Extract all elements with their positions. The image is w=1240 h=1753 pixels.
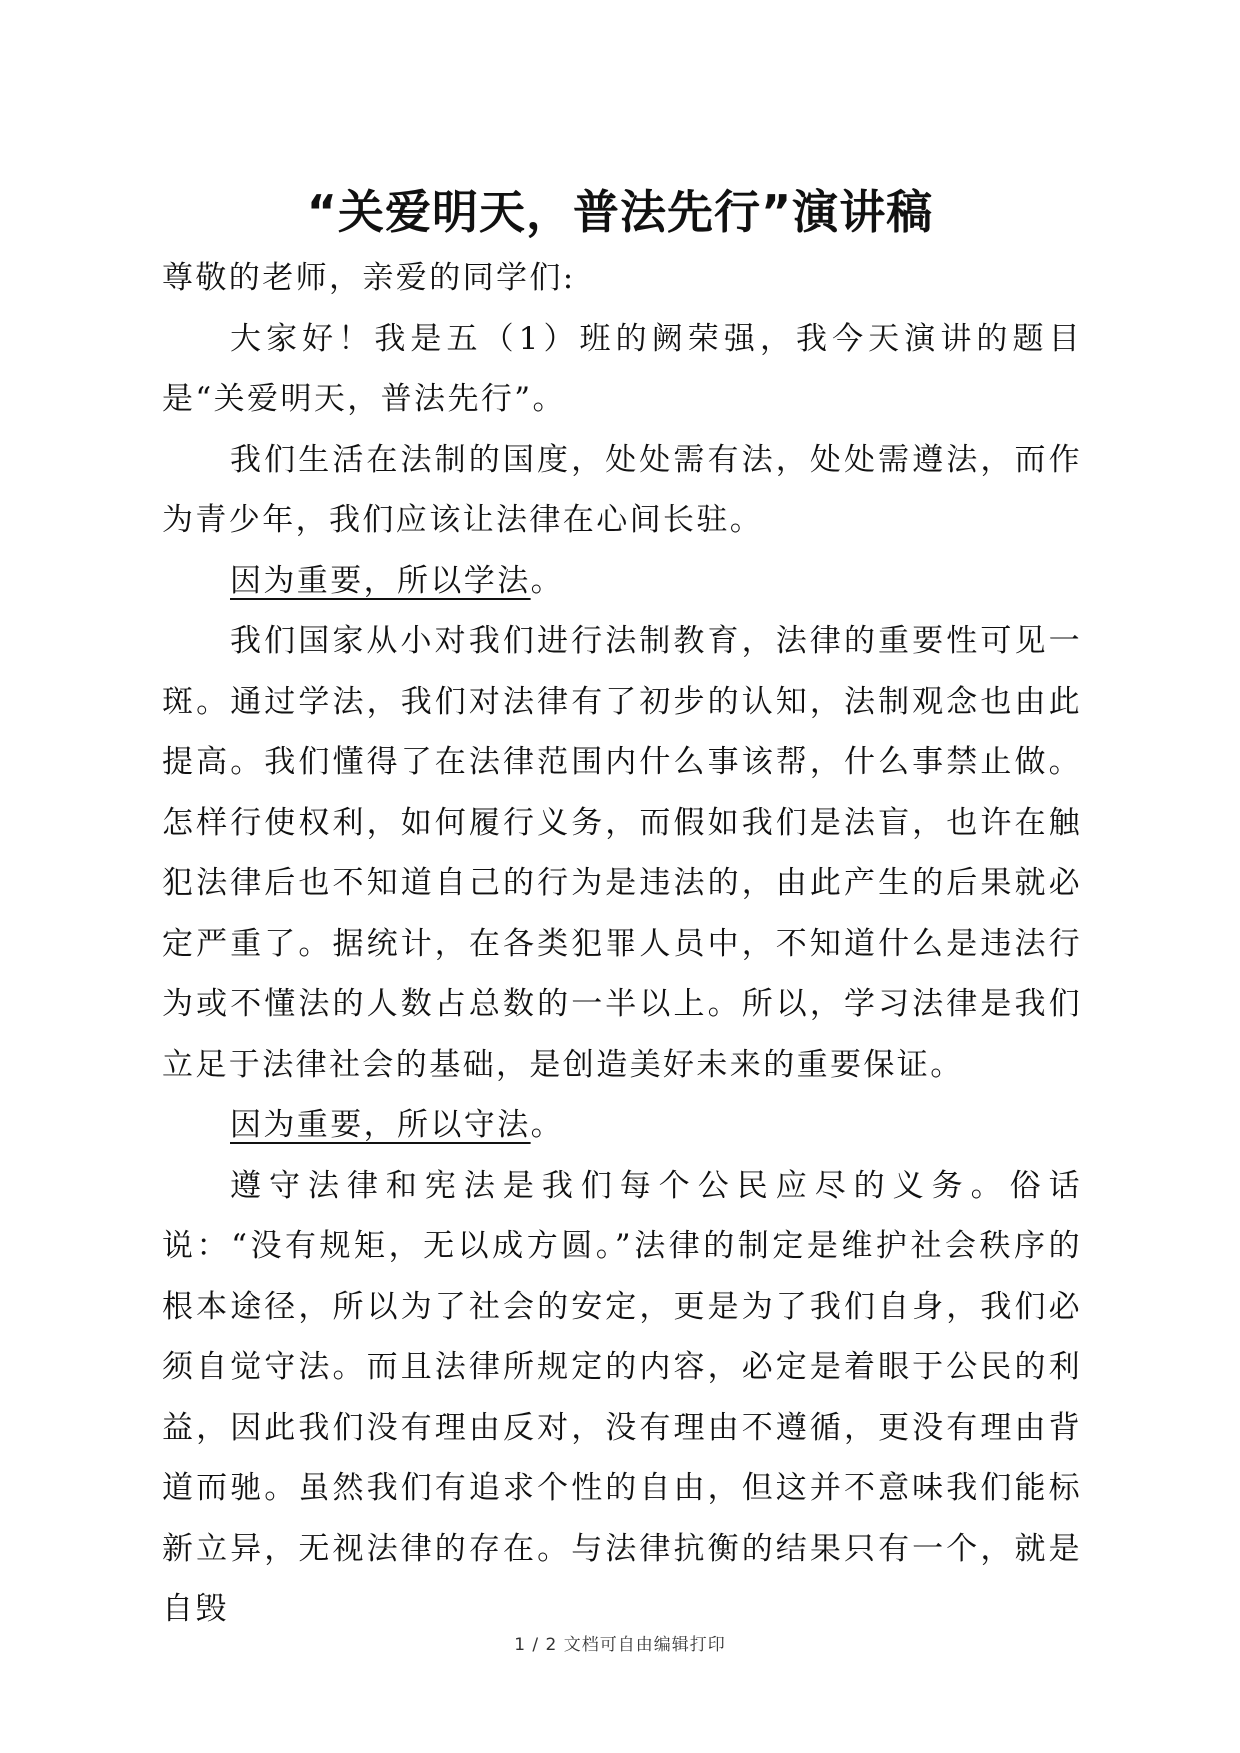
section-heading-learn-law-period: 。 <box>530 562 565 599</box>
salutation: 尊敬的老师，亲爱的同学们: <box>162 260 576 296</box>
document-body <box>162 248 1082 1640</box>
section-heading-obey-law <box>162 1095 1082 1156</box>
page-footer: 1 / 2 文档可自由编辑打印 <box>514 1635 726 1655</box>
section-heading-learn-law <box>162 551 1082 612</box>
section-heading-obey-law-text: 因为重要，所以守法 <box>230 1107 531 1143</box>
paragraph-intro: 大家好！我是五（1）班的阙荣强，我今天演讲的题目是“关爱明天，普法先行”。 <box>162 320 1082 417</box>
section-heading-learn-law-text: 因为重要，所以学法 <box>230 562 531 599</box>
paragraph-3: 遵守法律和宪法是我们每个公民应尽的义务。俗话说：“没有规矩，无以成方圆。”法律的制定是维护社会秩序的根本途径，所以为了社会的安定，更是为了我们自身，我们必须自觉守法。而且法律所规定的内容，必定是着眼于公民的利益，因此我们没有理由反对，没有理由不遵循，更没有理由背道而驰。虽然我们有追求个性的自由，但这并不意味我们能标新立异，无视法律的存在。与法律抗衡的结果只有一个，就是自毁 <box>162 1167 1082 1627</box>
paragraph-1: 我们生活在法制的国度，处处需有法，处处需遵法，而作为青少年，我们应该让法律在心间长驻。 <box>162 441 1082 538</box>
section-heading-obey-law-period: 。 <box>530 1107 565 1143</box>
paragraph-2: 我们国家从小对我们进行法制教育，法律的重要性可见一斑。通过学法，我们对法律有了初步的认知，法制观念也由此提高。我们懂得了在法律范围内什么事该帮，什么事禁止做。怎样行使权利，如何履行义务，而假如我们是法盲，也许在触犯法律后也不知道自己的行为是违法的，由此产生的后果就必定严重了。据统计，在各类犯罪人员中，不知道什么是违法行为或不懂法的人数占总数的一半以上。所以，学习法律是我们立足于法律社会的基础，是创造美好未来的重要保证。 <box>162 623 1082 1083</box>
document-title: “关爱明天，普法先行”演讲稿 <box>306 185 934 239</box>
